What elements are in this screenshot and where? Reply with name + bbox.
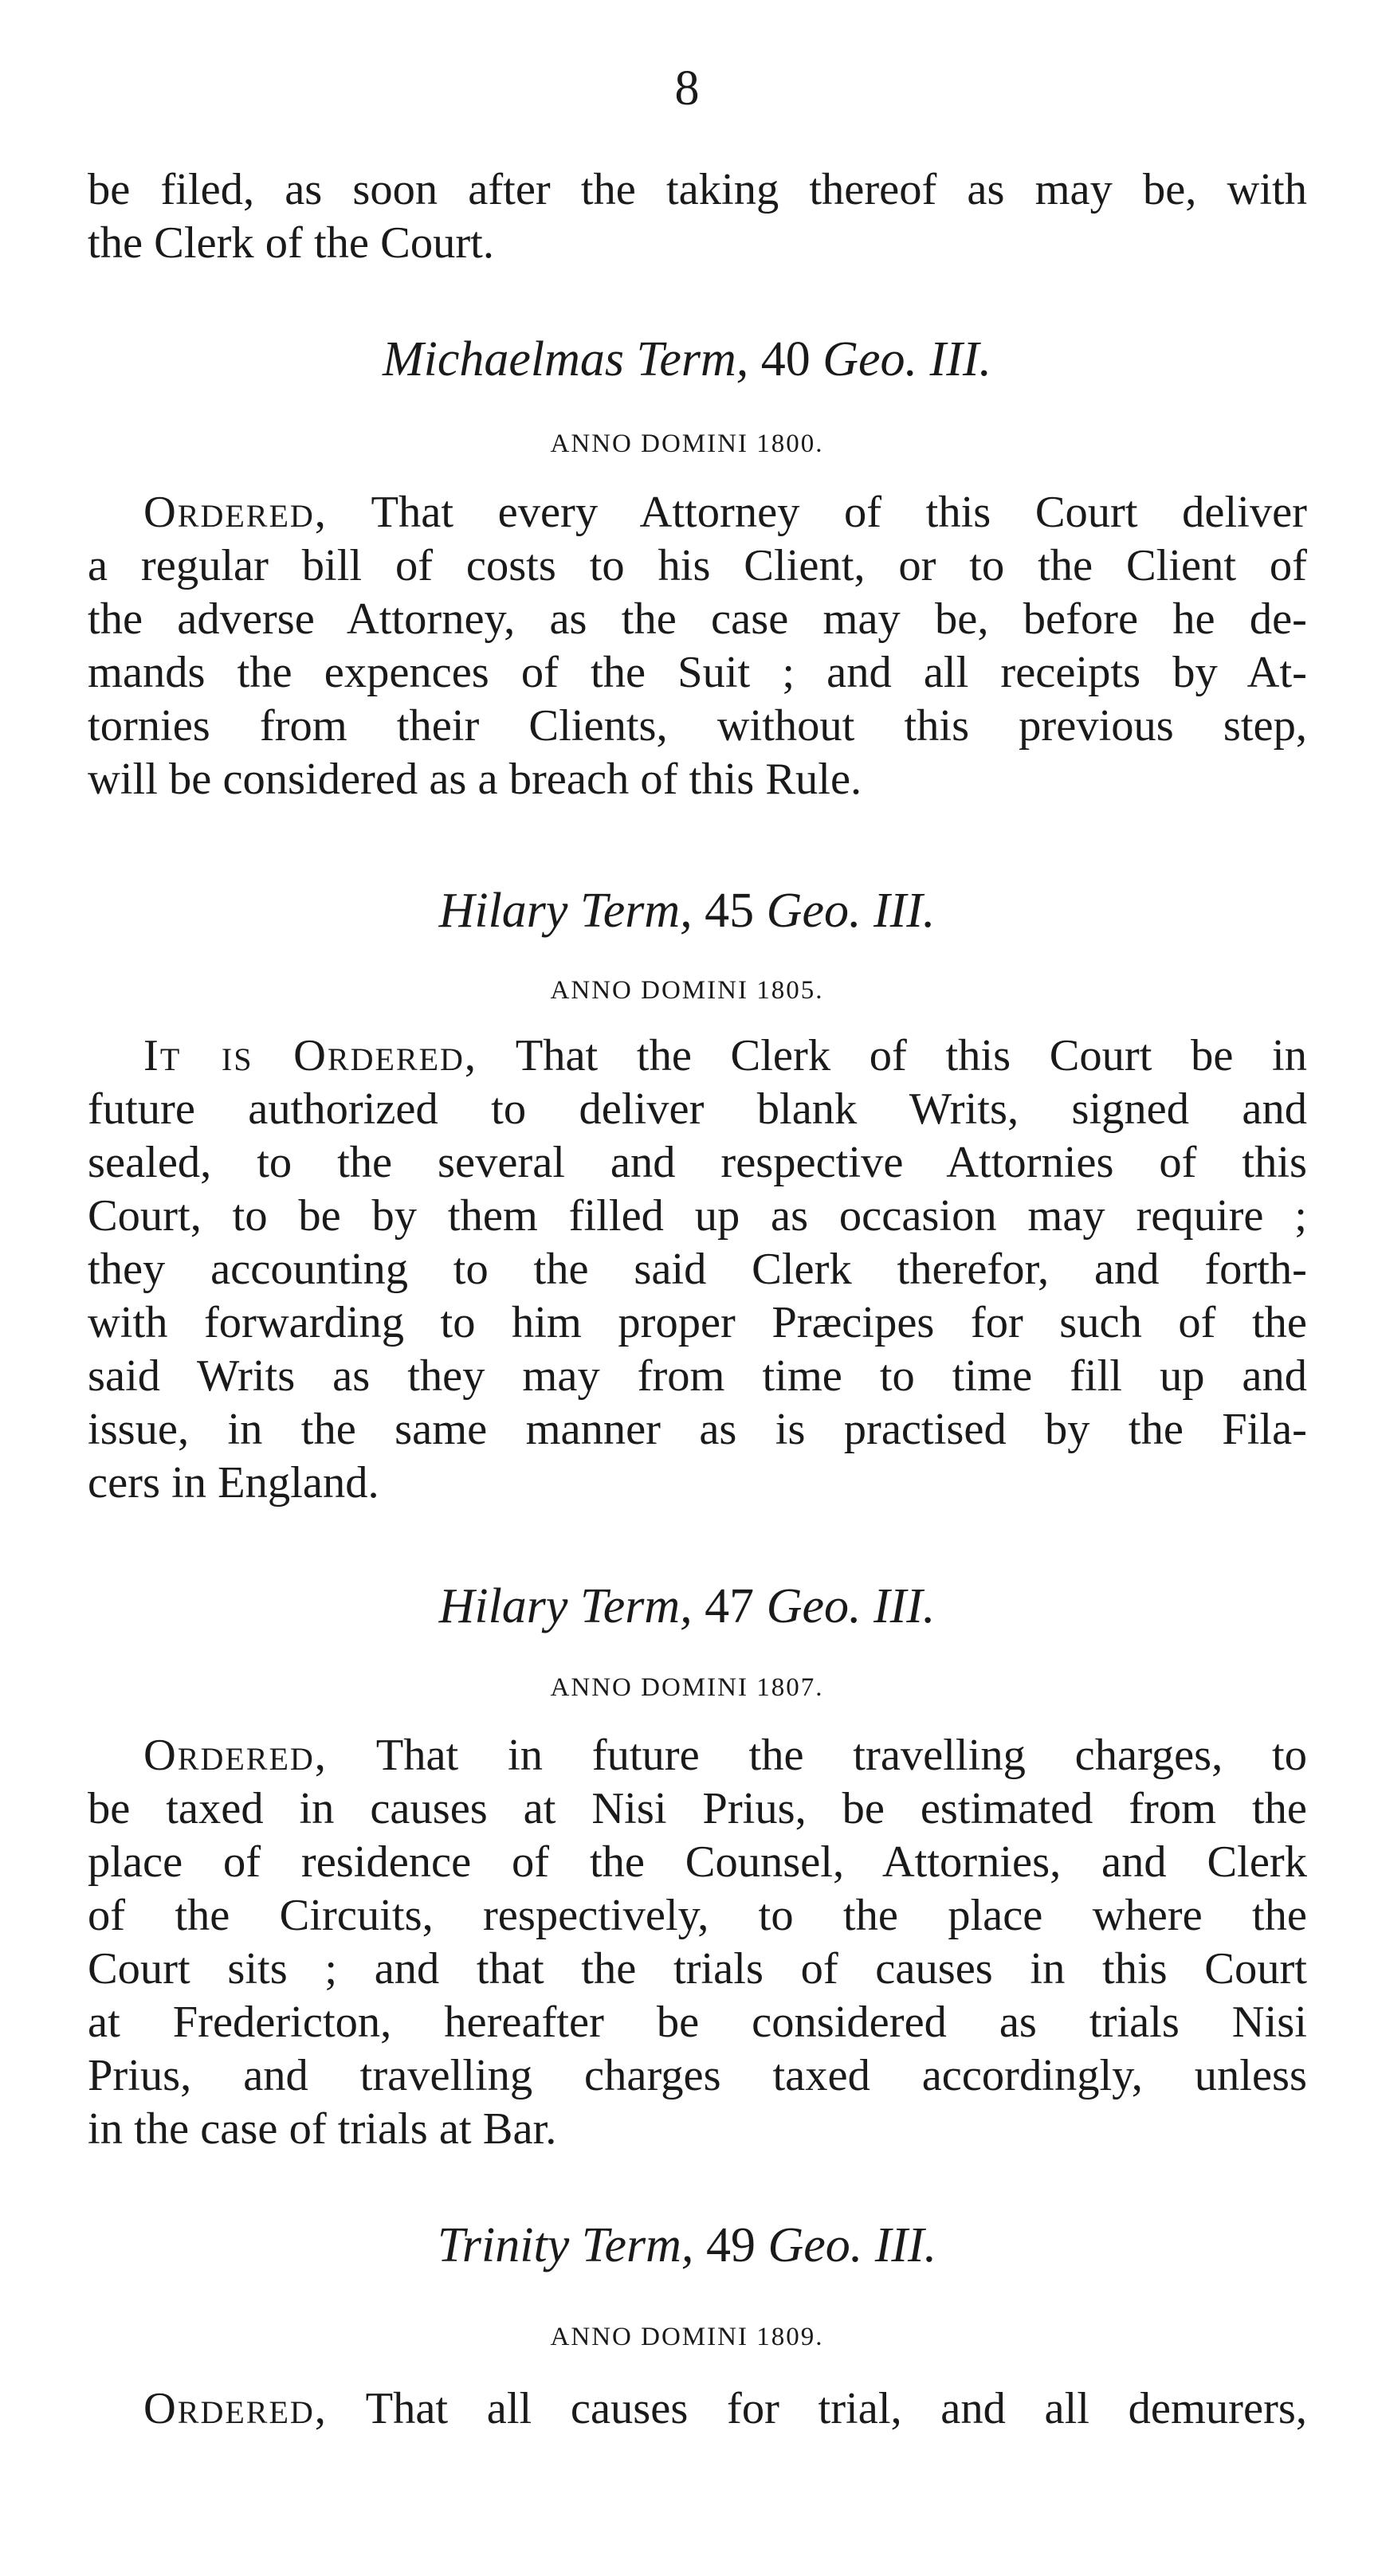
heading-reign: Geo. III. bbox=[766, 884, 936, 938]
heading-term: Michaelmas Term, bbox=[383, 332, 749, 386]
heading-year: 40 bbox=[760, 332, 811, 386]
first-line-text: That in future the travelling charges, to bbox=[375, 1731, 1307, 1780]
anno-domini: ANNO DOMINI 1809. bbox=[550, 2323, 824, 2351]
heading-reign: Geo. III. bbox=[766, 1579, 936, 1633]
first-line-text: That every Attorney of this Court deliver bbox=[371, 488, 1307, 537]
ordered-lead: Ordered, bbox=[143, 2384, 328, 2433]
heading-year: 45 bbox=[705, 884, 755, 938]
paragraph-line: future authorized to deliver blank Writs, signed and bbox=[88, 1084, 1307, 1134]
paragraph-line: be taxed in causes at Nisi Prius, be estimated from the bbox=[88, 1784, 1307, 1833]
paragraph-line: Court, to be by them filled up as occasion may require ; bbox=[88, 1191, 1307, 1241]
heading-term: Hilary Term, bbox=[438, 884, 693, 938]
paragraph-line: said Writs as they may from time to time fill up and bbox=[88, 1351, 1307, 1401]
paragraph-first-line bbox=[88, 2382, 1307, 2436]
paragraph-line: a regular bill of costs to his Client, or to the Client of bbox=[88, 541, 1307, 590]
section-heading bbox=[0, 1579, 1374, 1633]
paragraph-first-line bbox=[88, 1729, 1307, 1782]
heading-year: 49 bbox=[705, 2218, 756, 2272]
paragraph-line: place of residence of the Counsel, Attornies, and Clerk bbox=[88, 1837, 1307, 1887]
anno-domini: ANNO DOMINI 1807. bbox=[550, 1673, 824, 1702]
heading-reign: Geo. III. bbox=[767, 2218, 937, 2272]
intro-line: be filed, as soon after the taking thereof as may be, with bbox=[88, 165, 1307, 214]
ordered-lead: Ordered, bbox=[143, 488, 328, 537]
ordered-lead: Ordered, bbox=[143, 1731, 328, 1780]
section-paragraph bbox=[88, 486, 1307, 806]
ordered-lead: It is Ordered, bbox=[143, 1031, 478, 1080]
heading-term: Hilary Term, bbox=[438, 1579, 693, 1633]
section-paragraph bbox=[88, 2382, 1307, 2436]
paragraph-line: Prius, and travelling charges taxed accordingly, unless bbox=[88, 2051, 1307, 2100]
paragraph-line: with forwarding to him proper Præcipes for such of the bbox=[88, 1298, 1307, 1347]
section-heading bbox=[0, 884, 1374, 938]
paragraph-line: cers in England. bbox=[88, 1458, 379, 1508]
paragraph-line: at Fredericton, hereafter be considered as trials Nisi bbox=[88, 1998, 1307, 2047]
section-paragraph bbox=[88, 1029, 1307, 1510]
paragraph-line: the adverse Attorney, as the case may be, before he de- bbox=[88, 594, 1307, 644]
paragraph-line: they accounting to the said Clerk therefor, and forth- bbox=[88, 1245, 1307, 1294]
anno-domini: ANNO DOMINI 1805. bbox=[550, 976, 824, 1005]
heading-reign: Geo. III. bbox=[822, 332, 991, 386]
paragraph-line: tornies from their Clients, without this previous step, bbox=[88, 701, 1307, 751]
paragraph-first-line bbox=[88, 1029, 1307, 1083]
heading-term: Trinity Term, bbox=[437, 2218, 694, 2272]
paragraph-line: will be considered as a breach of this Rule. bbox=[88, 755, 862, 804]
first-line-text: That all causes for trial, and all demurers, bbox=[365, 2384, 1307, 2433]
paragraph-line: sealed, to the several and respective Attornies of this bbox=[88, 1138, 1307, 1187]
paragraph-line: in the case of trials at Bar. bbox=[88, 2104, 557, 2154]
intro-line: the Clerk of the Court. bbox=[88, 218, 494, 268]
paragraph-first-line bbox=[88, 486, 1307, 539]
first-line-text: That the Clerk of this Court be in bbox=[515, 1031, 1307, 1080]
paragraph-line: of the Circuits, respectively, to the place where the bbox=[88, 1891, 1307, 1940]
section-paragraph bbox=[88, 1729, 1307, 2156]
paragraph-line: Court sits ; and that the trials of causes in this Court bbox=[88, 1944, 1307, 1994]
section-heading bbox=[0, 2218, 1374, 2272]
section-heading bbox=[0, 332, 1374, 386]
heading-year: 47 bbox=[705, 1579, 755, 1633]
page-number: 8 bbox=[674, 61, 700, 116]
paragraph-line: issue, in the same manner as is practised by the Fila- bbox=[88, 1405, 1307, 1454]
anno-domini: ANNO DOMINI 1800. bbox=[550, 429, 824, 458]
paragraph-line: mands the expences of the Suit ; and all receipts by At- bbox=[88, 648, 1307, 697]
intro-paragraph bbox=[88, 163, 1307, 270]
